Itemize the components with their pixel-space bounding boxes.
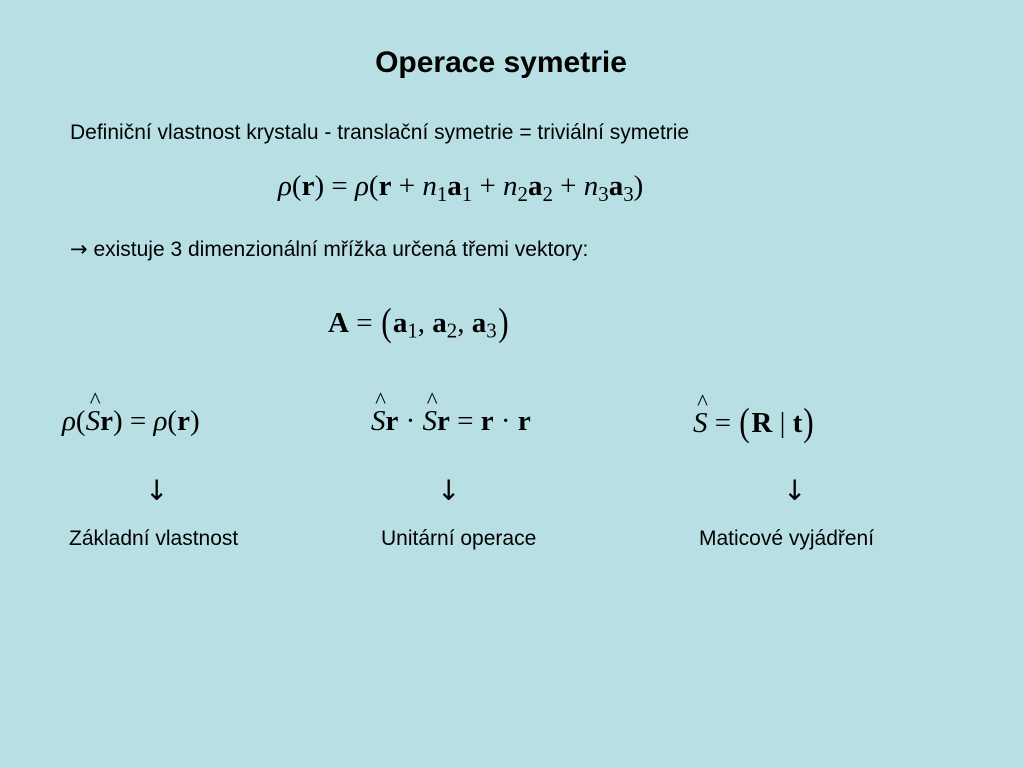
definition-line: Definiční vlastnost krystalu - translační symetrie = triviální symetrie bbox=[70, 121, 690, 144]
invariance-equation: ρ(^ Sr) = ρ(r) bbox=[62, 407, 200, 436]
lattice-vectors-equation: $A = (a_1$, $a_2$, $a_3$) bbox=[328, 301, 509, 344]
matrix-equation: ^ S = (R | t) bbox=[693, 403, 815, 442]
slide-title: Operace symetrie bbox=[375, 46, 627, 79]
unitary-equation: ^ Sr · ^ Sr = r · r bbox=[371, 407, 531, 436]
right-arrow-icon: → bbox=[70, 237, 88, 261]
down-arrow-icon: ↓ bbox=[783, 474, 807, 507]
caption-matrix-expression: Maticové vyjádření bbox=[699, 527, 875, 550]
caption-basic-property: Základní vlastnost bbox=[69, 527, 239, 550]
lattice-text: existuje 3 dimenzionální mřížka určená třemi vektory: bbox=[93, 238, 589, 261]
translation-symmetry-equation: $\rho(r) = \rho(r + n_1a_1 + n_2a_2 + n_3a_3)$ bbox=[278, 170, 644, 206]
down-arrow-icon: ↓ bbox=[437, 474, 461, 507]
caption-unitary-operation: Unitární operace bbox=[381, 527, 537, 550]
lattice-line bbox=[70, 237, 588, 262]
down-arrow-icon: ↓ bbox=[145, 474, 169, 507]
